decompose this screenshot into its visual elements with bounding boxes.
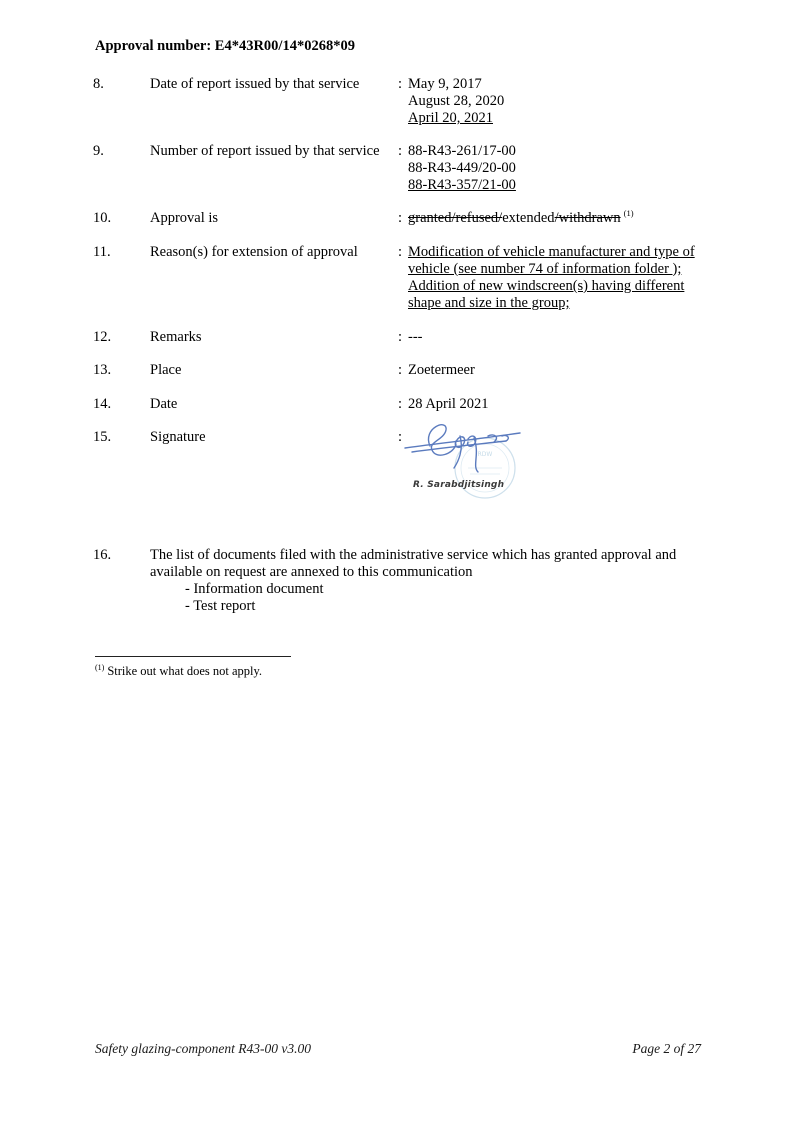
item-value: 28 April 2021 — [408, 396, 489, 412]
item-paragraph: The list of documents filed with the administrative service which has granted approval and available on request are annexed to this communication — [150, 547, 677, 580]
colon-separator: : — [398, 210, 403, 226]
item-15-row — [93, 429, 704, 446]
page-footer — [95, 1040, 701, 1057]
item-number: 15. — [93, 429, 112, 445]
value-line: 88-R43-449/20-00 — [408, 160, 516, 176]
item-11-row — [93, 244, 704, 312]
item-13-row — [93, 362, 704, 379]
item-9-row — [93, 143, 704, 194]
item-value — [408, 76, 704, 127]
item-12-row — [93, 329, 704, 346]
colon-separator: : — [398, 329, 403, 345]
footnote-divider — [95, 656, 291, 657]
footer-page-number: Page 2 of 27 — [632, 1041, 701, 1056]
colon-separator: : — [398, 362, 403, 378]
colon-separator: : — [398, 76, 403, 92]
item-8-row — [93, 76, 704, 127]
item-label: Date of report issued by that service — [150, 76, 360, 92]
item-number: 11. — [93, 244, 111, 260]
svg-text:RDW: RDW — [477, 451, 493, 458]
item-value: Zoetermeer — [408, 362, 475, 378]
item-value: --- — [408, 329, 423, 345]
item-10-row — [93, 210, 704, 227]
item-number: 9. — [93, 143, 104, 159]
item-number: 8. — [93, 76, 104, 92]
item-label: Number of report issued by that service — [150, 143, 380, 159]
item-label: Signature — [150, 429, 206, 445]
value-line: August 28, 2020 — [408, 93, 505, 109]
value-line: 88-R43-261/17-00 — [408, 143, 516, 159]
item-label: Remarks — [150, 329, 202, 345]
annex-item: - Test report — [185, 598, 256, 614]
item-label: Reason(s) for extension of approval — [150, 244, 358, 260]
item-label: Date — [150, 396, 178, 412]
footer-document-title: Safety glazing-component R43-00 v3.00 — [95, 1041, 311, 1056]
item-number: 12. — [93, 329, 112, 345]
colon-separator: : — [398, 429, 403, 445]
item-label: Approval is — [150, 210, 219, 226]
signature-block — [400, 416, 560, 508]
signature-image — [400, 416, 560, 508]
value-line: May 9, 2017 — [408, 76, 482, 92]
annex-item: - Information document — [185, 581, 324, 597]
footnote — [95, 663, 262, 680]
item-value — [408, 143, 704, 194]
kept-option-text: extended — [502, 210, 555, 226]
item-number: 13. — [93, 362, 112, 378]
value-line-underlined: 88-R43-357/21-00 — [408, 177, 516, 193]
item-number: 10. — [93, 210, 112, 226]
signature-name: R. Sarabdjitsingh — [413, 480, 505, 490]
item-number: 16. — [93, 547, 112, 563]
colon-separator: : — [398, 396, 403, 412]
approval-number-heading: Approval number: E4*43R00/14*0268*09 — [95, 38, 355, 54]
item-label: Place — [150, 362, 182, 378]
item-text — [150, 547, 690, 615]
struck-option-text: granted/refused/ — [408, 210, 503, 226]
colon-separator: : — [398, 244, 403, 260]
item-value — [408, 210, 704, 227]
item-16-row — [93, 547, 690, 615]
value-line-underlined: April 20, 2021 — [408, 110, 493, 126]
footnote-reference: (1) — [95, 662, 105, 672]
struck-option-text: /withdrawn — [554, 210, 621, 226]
item-14-row — [93, 396, 704, 413]
footnote-text: Strike out what does not apply. — [107, 664, 263, 678]
item-value-underlined: Modification of vehicle manufacturer and type of vehicle (see number 74 of information folder ); Addition of new windscreen(s) having different shape and size in the group; — [408, 244, 695, 311]
colon-separator: : — [398, 143, 403, 159]
footnote-reference: (1) — [623, 208, 634, 219]
item-number: 14. — [93, 396, 112, 412]
